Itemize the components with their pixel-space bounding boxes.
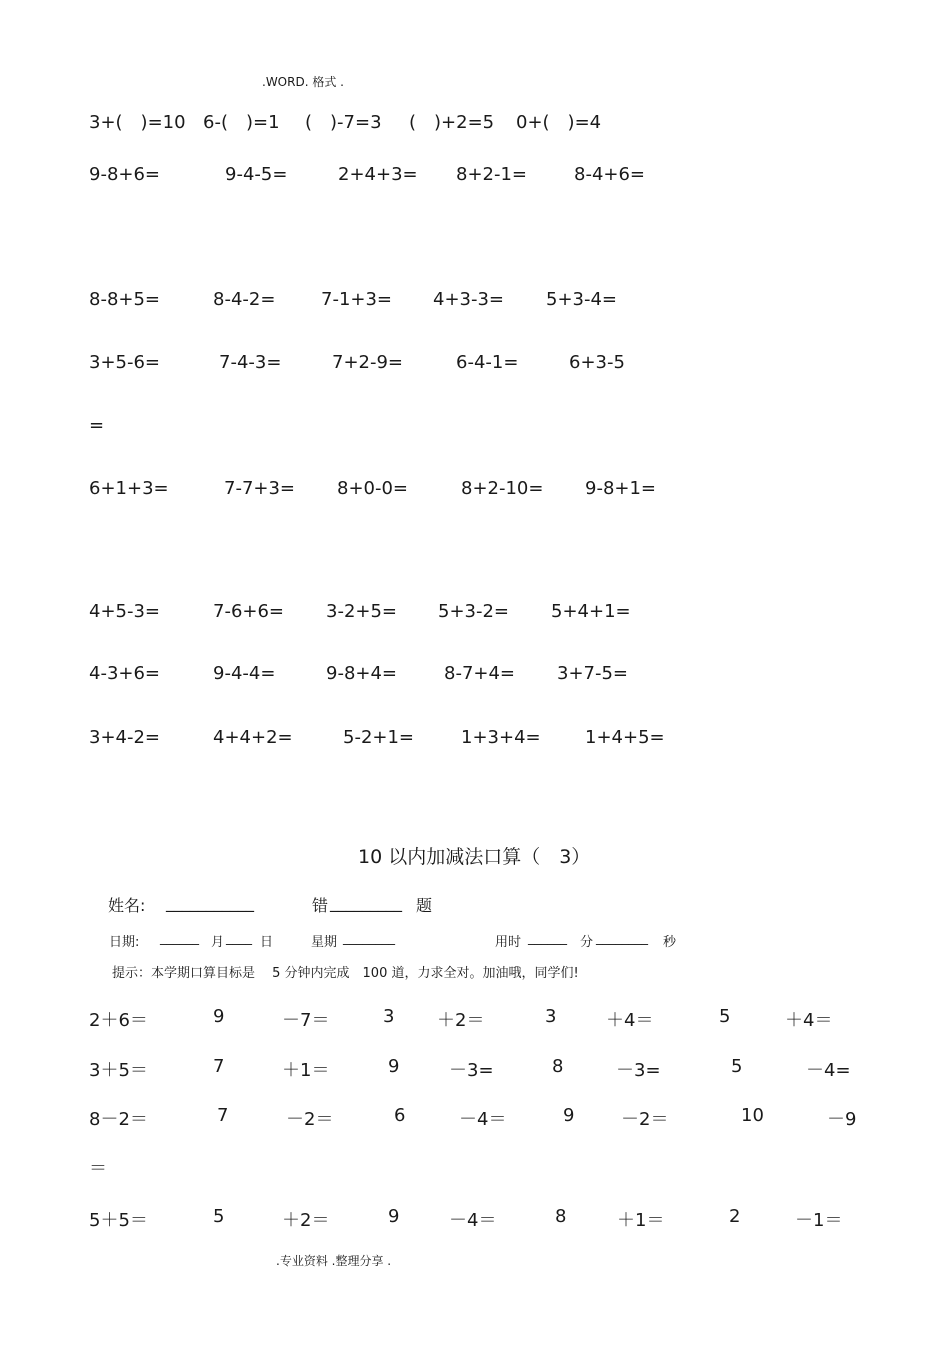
equation: 1+4+5= xyxy=(585,727,665,748)
equation: 9-4-5= xyxy=(225,164,288,185)
equation: 2+4+3= xyxy=(338,164,418,185)
equation: 5-2+1= xyxy=(343,727,415,748)
drill-cell: 5 xyxy=(719,1006,731,1027)
drill-cell: 9 xyxy=(388,1206,400,1227)
drill-cell: 10 xyxy=(741,1105,764,1126)
equation: 3+4-2= xyxy=(89,727,161,748)
drill-cell: 2 xyxy=(729,1206,741,1227)
second-label: 秒 xyxy=(663,935,677,950)
drill-cell: 9 xyxy=(213,1006,225,1027)
drill-cell: －2＝ xyxy=(621,1109,669,1130)
drill-cell: －9 xyxy=(827,1109,857,1130)
drill-cell: 5 xyxy=(731,1056,743,1077)
drill-cell: 8 xyxy=(552,1056,564,1077)
time-label: 用时 xyxy=(495,935,522,950)
equation: 6-4-1= xyxy=(456,352,519,373)
equation: 3+5-6= xyxy=(89,352,161,373)
equation: 8+0-0= xyxy=(337,478,409,499)
equation: 7-7+3= xyxy=(224,478,296,499)
equation: 4+5-3= xyxy=(89,601,161,622)
drill-cell: 7 xyxy=(217,1105,229,1126)
drill-cell: 2＋6＝ xyxy=(89,1010,148,1031)
date-label: 日期: xyxy=(109,935,140,950)
fill-blank-item: ( )+2=5 xyxy=(409,112,495,133)
drill-cell: ＋2＝ xyxy=(282,1210,330,1231)
drill-cell: －1＝ xyxy=(795,1210,843,1231)
equation: 5+4+1= xyxy=(551,601,631,622)
drill-cell: 6 xyxy=(394,1105,406,1126)
equation: 9-4-4= xyxy=(213,663,276,684)
equation: 3-2+5= xyxy=(326,601,398,622)
fill-blank-item: 6-( )=1 xyxy=(203,112,280,133)
name-label: 姓名: xyxy=(108,896,146,915)
wrong-label: 错 xyxy=(312,896,329,915)
drill-cell: 3 xyxy=(383,1006,395,1027)
equation: 6+1+3= xyxy=(89,478,169,499)
fill-blank-item: ( )-7=3 xyxy=(305,112,382,133)
wrapped-equals: ＝ xyxy=(89,1158,107,1179)
time-blank: ______ xyxy=(528,931,567,946)
drill-cell: －4＝ xyxy=(459,1109,507,1130)
drill-cell: 3 xyxy=(545,1006,557,1027)
drill-cell: ＋2＝ xyxy=(437,1010,485,1031)
equation: 6+3-5 xyxy=(569,352,625,373)
date-blank: ____ xyxy=(226,931,252,946)
time-blank: ________ xyxy=(596,931,648,946)
drill-cell: ＋1＝ xyxy=(617,1210,665,1231)
drill-cell: 9 xyxy=(563,1105,575,1126)
equation: 1+3+4= xyxy=(461,727,541,748)
weekday-label: 星期 xyxy=(311,935,338,950)
drill-cell: －4＝ xyxy=(449,1210,497,1231)
equation: 5+3-4= xyxy=(546,289,618,310)
wrong-blank: _________ xyxy=(330,893,402,912)
equation: 7-1+3= xyxy=(321,289,393,310)
drill-cell: －3= xyxy=(449,1060,494,1081)
equation: 7+2-9= xyxy=(332,352,404,373)
equation: 4+3-3= xyxy=(433,289,505,310)
month-label: 月 xyxy=(211,935,225,950)
page-header: .WORD. 格式 . xyxy=(262,75,344,89)
drill-cell: 8－2＝ xyxy=(89,1109,148,1130)
equation: 8-4-2= xyxy=(213,289,276,310)
drill-cell: ＋4＝ xyxy=(606,1010,654,1031)
equation: 4+4+2= xyxy=(213,727,293,748)
section-title: 10 以内加减法口算（ 3） xyxy=(358,846,591,868)
equation: 3+7-5= xyxy=(557,663,629,684)
wrapped-equals: = xyxy=(89,415,105,436)
drill-cell: －2＝ xyxy=(286,1109,334,1130)
minute-label: 分 xyxy=(580,935,594,950)
equation: 8-8+5= xyxy=(89,289,161,310)
equation: 9-8+6= xyxy=(89,164,161,185)
hint-text: 提示：本学期口算目标是 5 分钟内完成 100 道，力求全对。加油哦，同学们! xyxy=(112,966,579,981)
drill-cell: －4= xyxy=(806,1060,851,1081)
fill-blank-item: 0+( )=4 xyxy=(516,112,602,133)
drill-cell: ＋4＝ xyxy=(785,1010,833,1031)
date-blank: ______ xyxy=(160,931,199,946)
drill-cell: 9 xyxy=(388,1056,400,1077)
wrong-suffix: 题 xyxy=(416,896,433,915)
drill-cell: －3= xyxy=(616,1060,661,1081)
equation: 9-8+1= xyxy=(585,478,657,499)
drill-cell: 3＋5＝ xyxy=(89,1060,148,1081)
equation: 8+2-10= xyxy=(461,478,544,499)
equation: 8+2-1= xyxy=(456,164,528,185)
equation: 8-7+4= xyxy=(444,663,516,684)
drill-cell: 7 xyxy=(213,1056,225,1077)
equation: 7-6+6= xyxy=(213,601,285,622)
equation: 8-4+6= xyxy=(574,164,646,185)
weekday-blank: ________ xyxy=(343,931,395,946)
drill-cell: 5 xyxy=(213,1206,225,1227)
page-footer: .专业资料 .整理分享 . xyxy=(276,1254,392,1268)
equation: 9-8+4= xyxy=(326,663,398,684)
name-blank: ___________ xyxy=(166,893,254,912)
equation: 4-3+6= xyxy=(89,663,161,684)
drill-cell: ＋1＝ xyxy=(282,1060,330,1081)
drill-cell: 5＋5＝ xyxy=(89,1210,148,1231)
fill-blank-item: 3+( )=10 xyxy=(89,112,186,133)
equation: 5+3-2= xyxy=(438,601,510,622)
drill-cell: －7＝ xyxy=(282,1010,330,1031)
equation: 7-4-3= xyxy=(219,352,282,373)
day-label: 日 xyxy=(260,935,274,950)
drill-cell: 8 xyxy=(555,1206,567,1227)
